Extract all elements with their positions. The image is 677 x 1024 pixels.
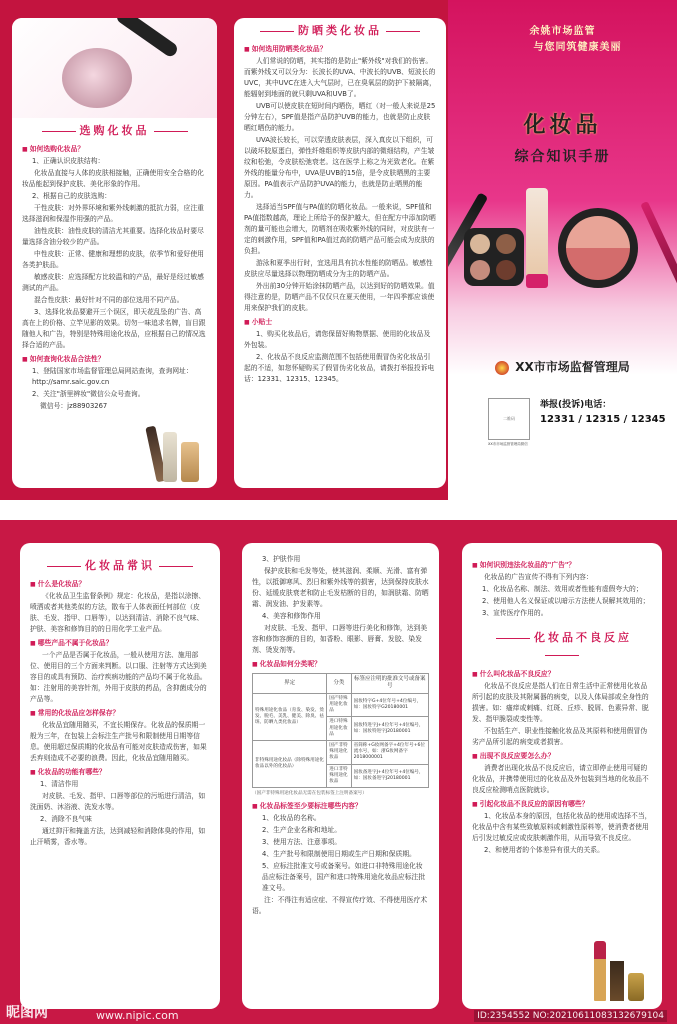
brochure-inside (0, 520, 677, 1024)
list-item: 3、宣传医疗作用的。 (482, 609, 548, 617)
table-row (253, 740, 429, 764)
paragraph: 一个产品是否属于化妆品，一般从使用方法、施用部位、使用目的三个方面来判断。以口服、注射等方式达到美容目的或具有预防、治疗疾病功能的产品均不属于化妆品。如：注射用的美容针剂，外用于皮肤的药品，含抑菌成分的产品等。 (30, 650, 207, 703)
paragraph: 1、购买化妆品后，请您保留好购物票据、使用的化妆品及外包装。 (244, 329, 431, 349)
question-heading: ■ 化妆品标签至少要标注哪些内容？ (252, 801, 429, 812)
question-heading: ■ 什么叫化妆品不良反应？ (472, 669, 652, 680)
paragraph: 化妆品直接与人体的皮肤相接触，正确使用安全合格的化妆品能起到保护皮肤、美化形象的作用。 (22, 168, 204, 188)
classification-table (252, 673, 429, 788)
lipstick-set-icon (588, 931, 648, 1001)
section-title: 化妆品常识 (30, 557, 210, 575)
table-cell: 特殊用途化妆品（育发、染发、烫发、脱毛、美乳、健美、除臭、祛斑、防晒九类化妆品） (253, 693, 327, 740)
contact-block (488, 398, 677, 446)
cover-slogan: 余姚市场监管 与您同筑健康美丽 (529, 26, 622, 53)
paragraph: 3、选择化妆品要避开三个误区，即天花乱坠的广告、高高在上的价格、立竿见影的效果。切勿一味追求名牌，盲目跟随他人和广告，特别是特殊用途化妆品，应根据自己的情况选择合适的产品。 (22, 307, 206, 349)
list-item: 5、应标注批准文号或备案号。如进口非特殊用途化妆品应标注备案号，国产和进口特殊用途化妆品应标注批准文号。 (262, 861, 426, 892)
panel-adverse-reactions (462, 543, 662, 1009)
paragraph: 保护皮肤和毛发等处，使其滋润、柔顺、光滑、富有弹性，以抵御寒风、烈日和紫外线等的损害，达到保持皮肤水份、延缓皮肤衰老和防止毛发枯断的目的，如润肤霜、防晒霜、润发油、护发素等。 (252, 567, 429, 608)
table-cell: 国产非特殊用途化妆品 (327, 740, 351, 764)
question-heading: ■ 化妆品如何分类呢？ (252, 659, 429, 670)
table-header: 标签应注明的批准文号或备案号 (351, 674, 428, 694)
question-heading: ■ 如何查询化妆品合法性？ (22, 354, 207, 365)
table-cell: 非特殊用途化妆品（除特殊用途化妆品以外的化妆品） (253, 740, 327, 787)
paragraph: 化妆品的广告宣传不得有下列内容： (484, 573, 593, 581)
table-cell: 进口非特殊用途化妆品 (327, 764, 351, 788)
paragraph: 人们常说的防晒，其实指的是防止"紫外线"对我们的伤害。而紫外线又可以分为：长波长的UVA、中波长的UVB、短波长的UVC，其中UVC在进入大气层时，已在臭氧层的防护下被隔离，能辐射到地面的就只剩UVA和UVB了。 (244, 56, 436, 98)
blush-compact-icon (558, 208, 638, 288)
tips-heading: ■ 小贴士 (244, 317, 436, 328)
brochure-outside (0, 0, 677, 500)
watermark-url: www.nipic.com (96, 1009, 179, 1022)
table-cell: 省简称+G妆网备字+4位年号+6位流水号，如：浙G妆网备字2018000001 (351, 740, 428, 764)
panel-cosmetics-basics (20, 543, 220, 1009)
table-cell: 国妆特字G+4位年号+4位编号，如：国妆特字G20180001 (351, 693, 428, 717)
paragraph: 敏感皮肤：应选择配方比较温和的产品，最好是经过敏感测试的产品。 (22, 272, 204, 292)
paragraph: 油性皮肤：油性皮肤的清洁尤其重要。选择化妆品时要尽量选择含油分较少的产品。 (22, 226, 204, 246)
paragraph: 外出前30分钟开始涂抹防晒产品，以达到好的防晒效果。值得注意的是，防晒产品不仅仅只在夏天使用，一年四季都应该使用来保护我们的皮肤。 (244, 281, 435, 312)
table-row (253, 693, 429, 717)
paragraph: 注：不得注有适应症、不得宣传疗效、不得使用医疗术语。 (252, 895, 428, 915)
paragraph: 化妆品不良反应是指人们在日常生活中正常使用化妆品所引起的皮肤及其附属器的病变，以及人体局部或全身性的损害。如：瘙痒或刺痛、红斑、丘疹、脱屑、色素异常、脱发、指甲脆裂或变性等。 (472, 681, 649, 723)
qr-note: XX市市场监督管理局微信 (488, 441, 528, 446)
paragraph: 混合性皮肤：最好针对不同的部位选用不同产品。 (34, 295, 184, 304)
hotline: 举报(投诉)电话： 12331 / 12315 / 12345 (540, 399, 666, 426)
paragraph: UVB可以使皮肤在短时间内晒伤，晒红（对一般人来说是25分钟左右），SPF值是指产品防护UVB的能力，也就是防止皮肤晒红晒伤的能力。 (244, 101, 436, 132)
authority-name: XX市市场监督管理局 (448, 358, 677, 377)
list-item: 1、正确认识皮肤结构： (32, 156, 105, 165)
table-header: 界定 (253, 674, 327, 694)
eyeshadow-palette-icon (464, 228, 524, 286)
paragraph: 选择适当SPF值与PA值的防晒化妆品。一般来说，SPF值和PA值指数越高，理论上所给予的保护越大，但在配方中添加防晒剂的量可能也会增大，防晒剂在吸收紫外线的同时，对皮肤有一定的刺激作用，SPF值和PA值过高的防晒产品可能会成为皮肤的负担。 (244, 202, 436, 255)
question-heading: ■ 如何选购化妆品？ (22, 144, 207, 155)
paragraph: 对皮肤、毛发、指甲、口唇等进行美化和修饰，达到美容和修饰容颜的目的，如香粉、眼影、唇膏、发胶、染发剂、烫发剂等。 (252, 624, 428, 654)
list-item: 4、美容和修饰作用 (262, 612, 321, 620)
section-title: 防晒类化妆品 (244, 22, 436, 40)
paragraph: 2、化妆品不良反应监测范围不包括使用假冒伪劣化妆品引起的不适，如您怀疑购买了假冒伪劣化妆品，请拨打举报投诉电话：12331、12315、12345。 (244, 352, 435, 383)
list-item: 1、化妆品的名称。 (262, 813, 321, 822)
paragraph: 1、化妆品本身的原因，包括化妆品的使用或选择不当，化妆品中含有某些致敏原料或刺激性原料等，使消费者使用后引发过敏反应或皮肤刺激作用，从而导致不良反应。 (472, 811, 652, 842)
panel-classification (242, 543, 439, 1009)
paragraph: 通过抑汗和掩盖方法，达到减轻和消除体臭的作用，如止汗喷雾，香水等。 (30, 826, 206, 846)
panel-choose-cosmetics (12, 18, 217, 488)
paragraph: 不包括生产、职业性接触化妆品及其原料和使用假冒伪劣产品所引起的病变或者损害。 (472, 726, 648, 746)
list-item: 4、生产批号和限制使用日期或生产日期和保质期。 (262, 849, 416, 858)
cosmetics-illustration (12, 18, 217, 118)
cosmetic-bottles-icon (139, 422, 209, 482)
paragraph: 游泳和夏季出行时，宜选用具有抗水性能的防晒品。敏感性皮肤应尽量选择以物理防晒成分为主的防晒产品。 (244, 258, 433, 278)
list-item: 2、使用他人名义保证或以暗示方法使人误解其效用的； (482, 597, 650, 605)
table-note: （国产非特殊用途化妆品无需在包装标签上注明备案号） (252, 791, 367, 797)
list-item: 1、清洁作用 (40, 779, 79, 788)
paragraph: 干性皮肤：对外界环境和紫外线刺激的抵抗力弱，应注重选择滋润和保湿作用强的产品。 (22, 203, 204, 223)
section-title: 选购化妆品 (22, 122, 207, 140)
list-item: 3、使用方法、注意事项。 (262, 837, 342, 846)
table-header-row (253, 674, 429, 694)
paragraph: 对皮肤、毛发、指甲、口唇等部位的污垢进行清洁，如洗面奶、沐浴液、洗发水等。 (30, 791, 206, 811)
list-item: 2、关注"浙里辨妆"微信公众号查询。 (32, 389, 145, 398)
paragraph: UVA波长较长，可以穿透皮肤表层，深入真皮以下组织，可以破坏胶原蛋白，弹性纤维组织等皮肤内部的微细结构，产生皱纹和松弛，令皮肤松弛衰老。这在医学上称之为光致老化。在紫外线的能量分布中，UVA是UVB的15倍，是令皮肤晒黑的主要原因。PA值表示产品防护UVA的能力，也就是防止晒黑的能力。 (244, 135, 435, 199)
table-cell: 国妆备进字J+4位年号+4位编号，如：国妆备进字J20180001 (351, 764, 428, 788)
question-heading: ■ 哪些产品不属于化妆品？ (30, 638, 210, 649)
question-heading: ■ 出现不良反应要怎么办？ (472, 751, 652, 762)
question-heading: ■ 常用的化妆品应怎样保存？ (30, 708, 210, 719)
question-heading: ■ 化妆品的功能有哪些？ (30, 767, 210, 778)
table-cell: 国产特殊用途化妆品 (327, 693, 351, 717)
table-header: 分类 (327, 674, 351, 694)
lipstick-icon (640, 201, 677, 295)
wechat-id: 微信号：jz88903267 (40, 401, 108, 410)
paragraph: 中性皮肤：正常、健康和理想的皮肤，依季节和爱好使用各类护肤品。 (22, 249, 204, 269)
watermark-logo: 昵图网 (6, 1005, 48, 1021)
question-heading: ■ 如何识别违法化妆品的"广告"？ (472, 560, 652, 571)
question-heading: ■ 如何选用防晒类化妆品？ (244, 44, 436, 55)
question-heading: ■ 引起化妆品不良反应的原因有哪些？ (472, 799, 652, 810)
watermark-id: ID:2354552 NO:20210611083132679104 (474, 1010, 667, 1022)
list-item: 3、护肤作用 (262, 555, 301, 563)
paragraph: 化妆品宜随用随买，不宜长期保存。化妆品的保质期一般为三年，在包装上会标注生产批号和限制使用日期等信息。使用超过保质期的化妆品有可能对皮肤造成伤害，如果丢弃则造成不必要的浪费。因此，化妆品宜随用随买。 (30, 720, 207, 762)
emblem-icon (495, 361, 509, 375)
paragraph: 消费者出现化妆品不良反应后，请立即停止使用可疑的化妆品，并携带使用过的化妆品及外包装到当地的化妆品不良反应检测哨点医院就诊。 (472, 763, 649, 794)
section-title: 化妆品不良反应 (472, 629, 652, 665)
makeup-brush-icon (114, 18, 179, 59)
list-item: 2、生产企业名称和地址。 (262, 825, 342, 834)
makeup-illustration (448, 188, 677, 318)
cover-panel (448, 0, 677, 500)
table-cell: 国妆特进字J+4位年号+4位编号，如：国妆特进字J20180001 (351, 717, 428, 741)
paragraph: 2、和使用者的个体差异有很大的关系。 (484, 845, 604, 854)
list-item: 1、登陆国家市场监督管理总局网站查询，查询网址：http://samr.saic.gov.cn (32, 366, 193, 386)
list-item: 1、化妆品名称、制法、效用或者性能有虚假夸大的； (482, 585, 643, 593)
list-item: 2、消除不良气味 (40, 814, 92, 823)
cover-title: 化妆品 综合知识手册 (514, 112, 611, 165)
panel-sunscreen (234, 18, 446, 488)
powder-compact-icon (62, 48, 132, 108)
paragraph: 《化妆品卫生监督条例》规定：化妆品，是指以涂擦、喷洒或者其他类似的方法，散布于人体表面任何部位（皮肤、毛发、指甲、口唇等），以达到清洁、消除不良气味、护肤、美容和修饰目的的日用化学工业产品。 (30, 591, 206, 633)
qr-code: 二维码 (488, 398, 530, 440)
question-heading: ■ 什么是化妆品？ (30, 579, 210, 590)
table-cell: 进口特殊用途化妆品 (327, 717, 351, 741)
list-item: 2、根据自己的皮肤选购： (32, 191, 112, 200)
foundation-tube-icon (526, 188, 548, 278)
